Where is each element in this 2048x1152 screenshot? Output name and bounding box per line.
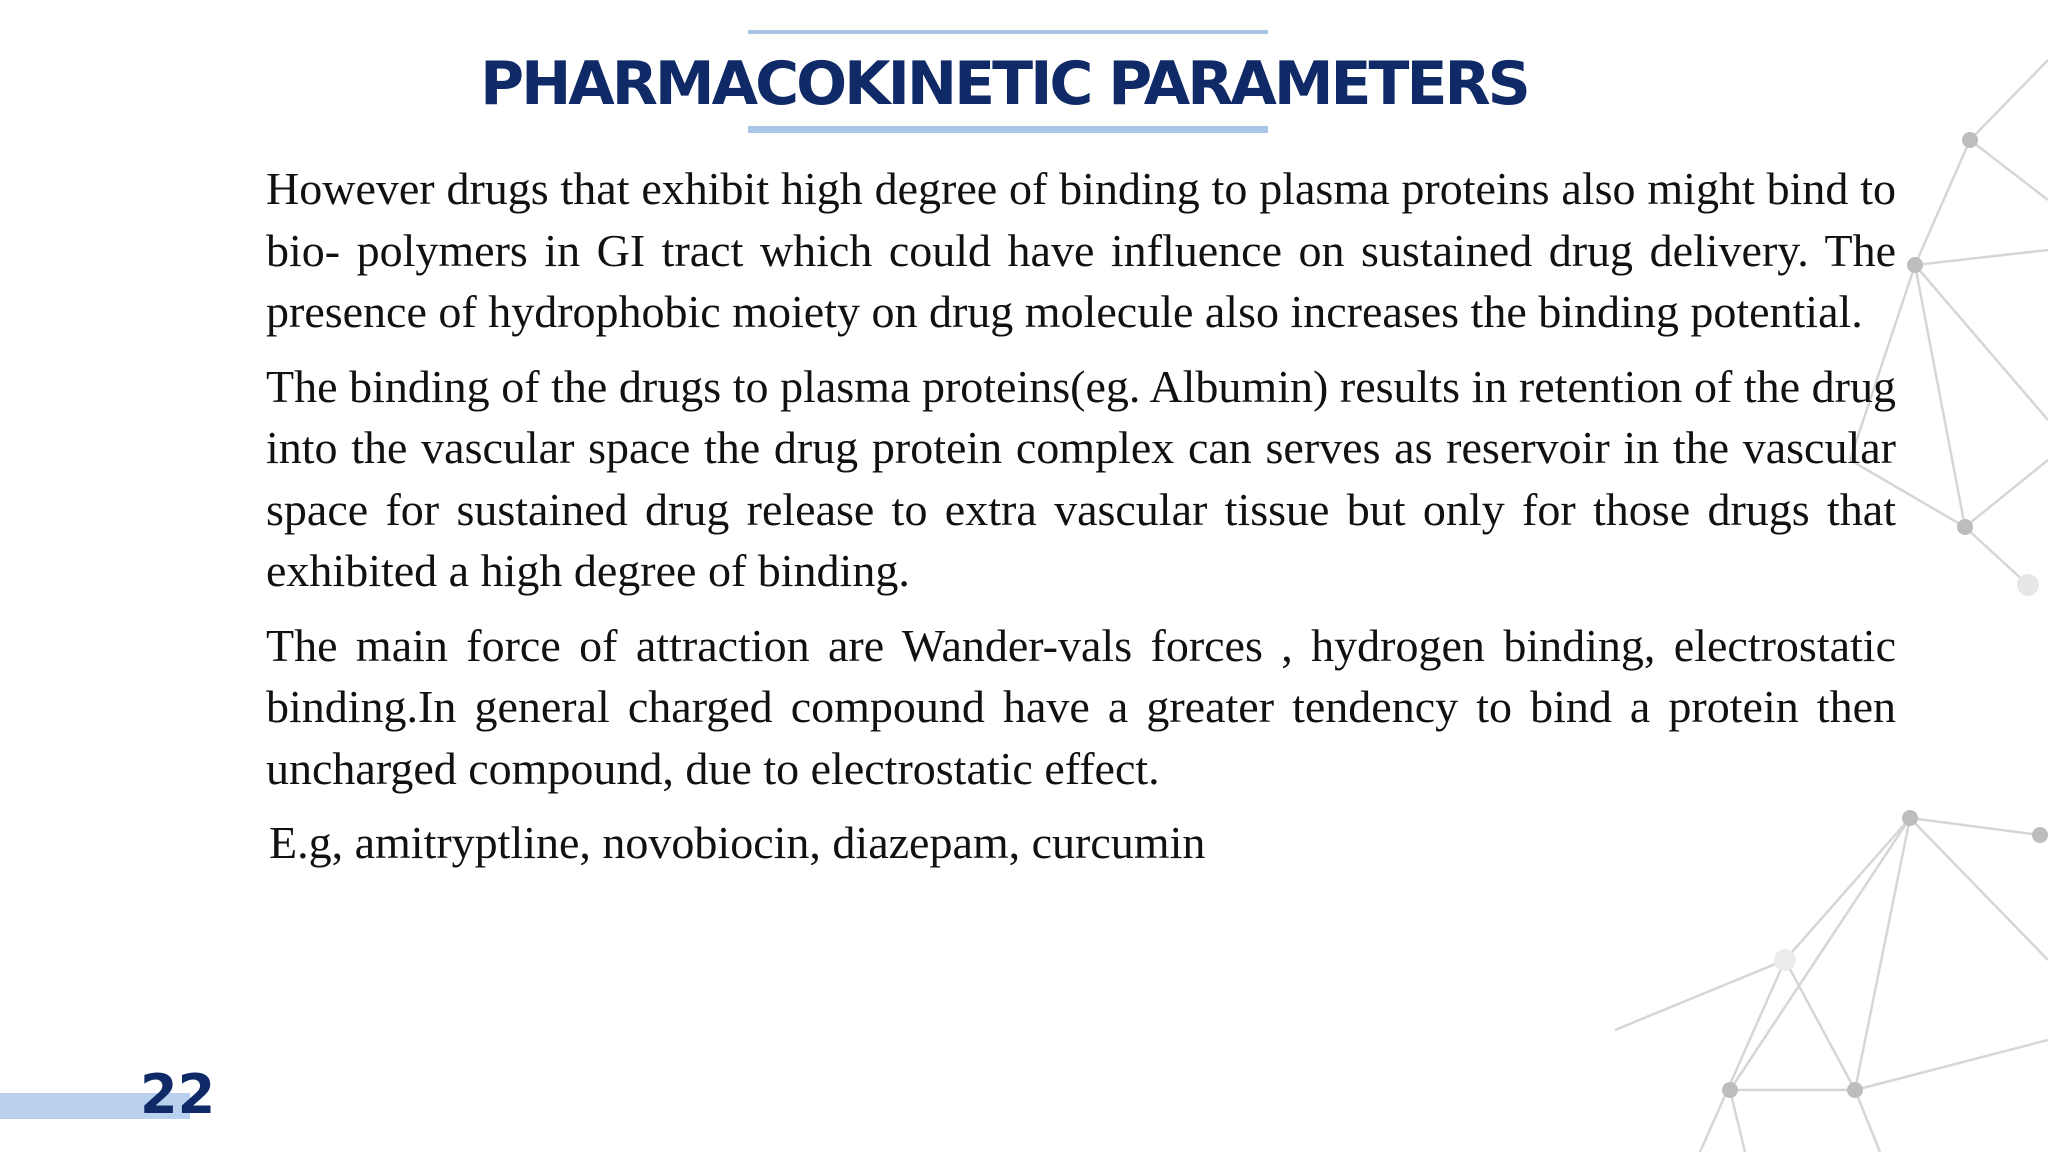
title-accent-line-top <box>748 30 1268 34</box>
slide-body <box>266 158 1896 874</box>
paragraph-protein-binding: However drugs that exhibit high degree of binding to plasma proteins also might bind to bio- polymers in GI tract which could have influence on sustained drug delivery. The presence of hydrophobic moiety on drug molecule also increases the binding potential. <box>266 163 1896 337</box>
slide-title: PHARMACOKINETIC PARAMETERS <box>480 49 1528 119</box>
example-drugs: E.g, amitryptline, novobiocin, diazepam, curcumin <box>269 817 1206 868</box>
paragraph-vascular-retention: The binding of the drugs to plasma proteins(eg. Albumin) results in retention of the drug into the vascular space the drug protein complex can serves as reservoir in the vascular space for sustained drug release to extra vascular tissue but only for those drugs that exhibited a high degree of binding. <box>266 360 1896 596</box>
title-accent-line-bottom <box>748 126 1268 133</box>
page-number: 22 <box>140 1063 216 1126</box>
paragraph-attraction-forces: The main force of attraction are Wander-vals forces , hydrogen binding, electrostatic binding.In general charged compound have a greater tendency to bind a protein then uncharged compound, due to electrostatic effect. <box>266 619 1896 794</box>
title-area <box>0 26 2048 136</box>
